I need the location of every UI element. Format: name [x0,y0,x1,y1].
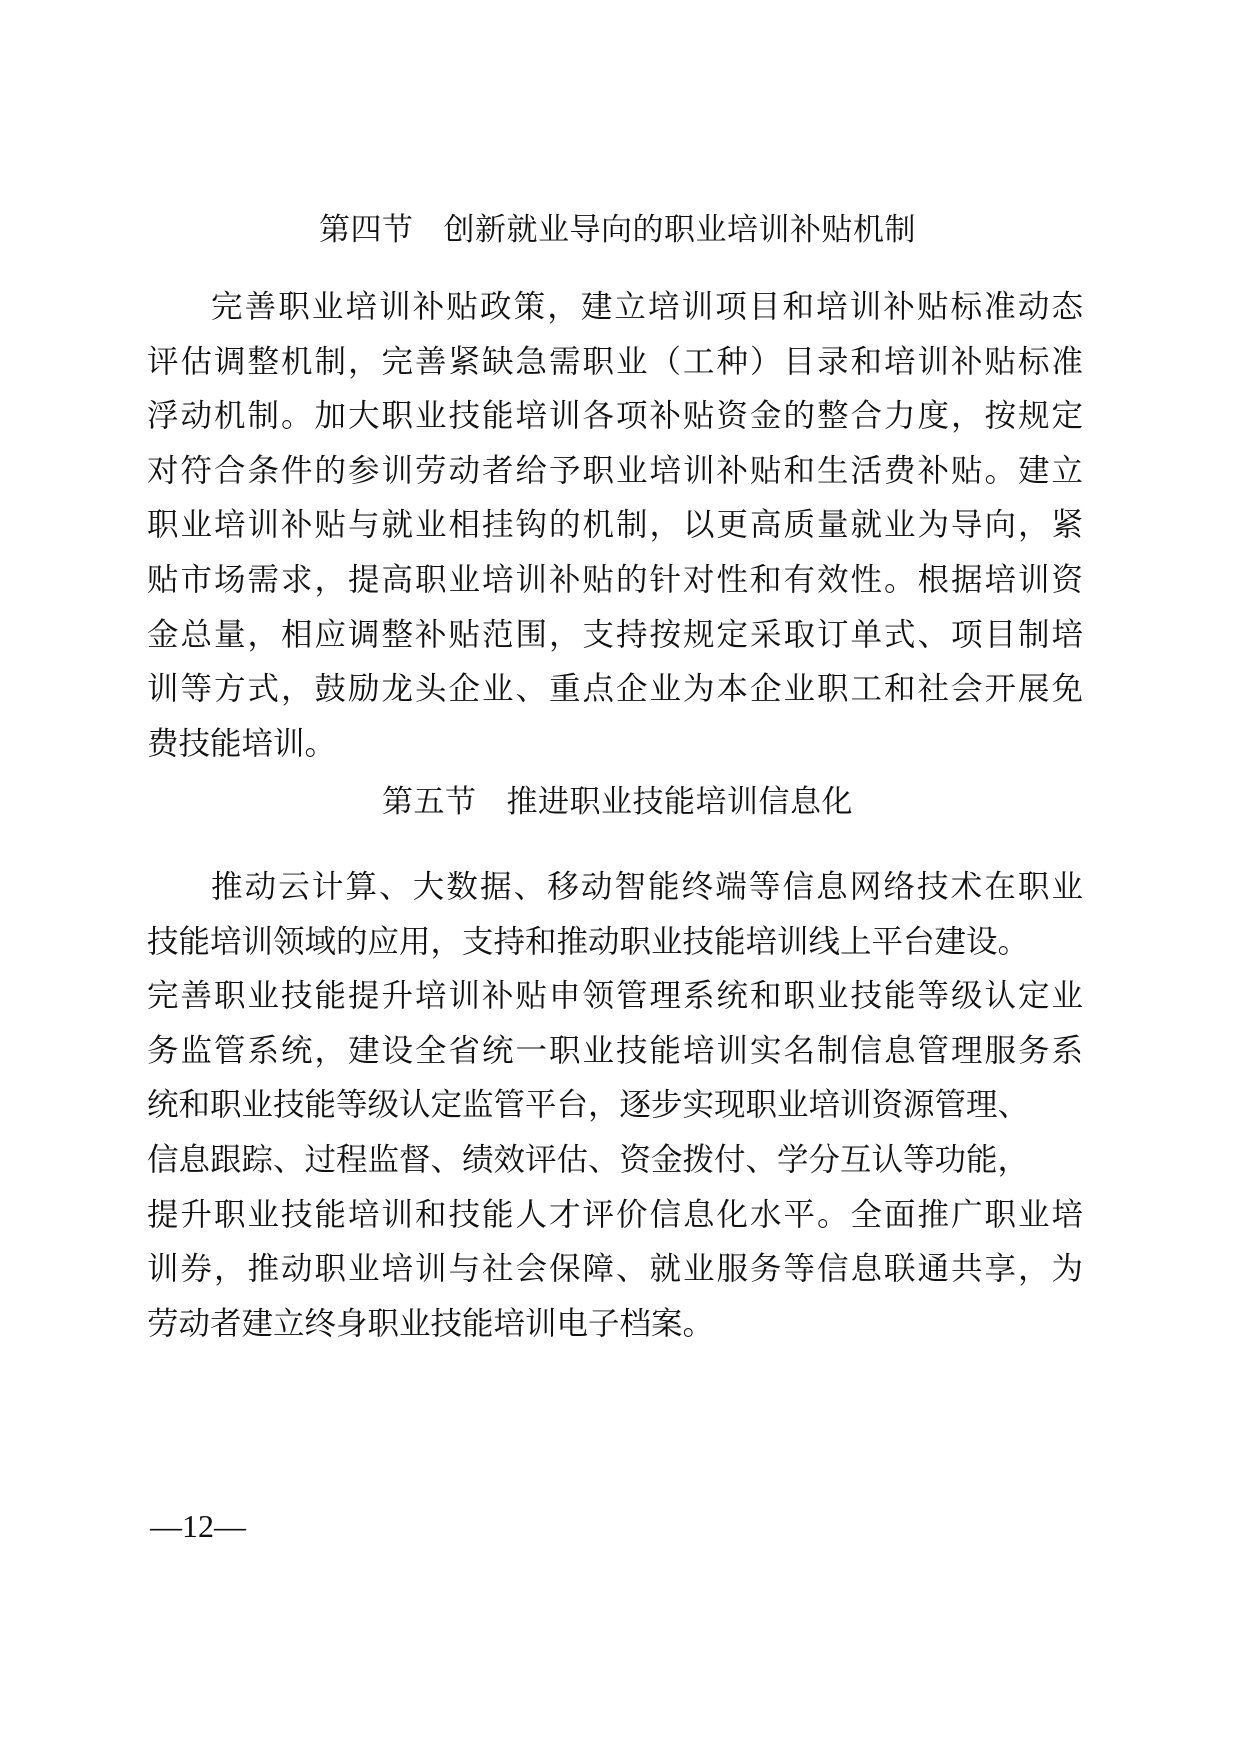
paragraph-line: 完善职业培训补贴政策，建立培训项目和培训补贴标准动态 [211,289,1083,325]
paragraph-line: 评估调整机制，完善紧缺急需职业（工种）目录和培训补贴标准 [147,343,1083,380]
section-title: 创新就业导向的职业培训补贴机制 [443,212,916,248]
section-number: 第四节 [319,212,414,248]
paragraph-line: 训等方式，鼓励龙头企业、重点企业为本企业职工和社会开展免 [147,671,1083,708]
paragraph-line: 对符合条件的参训劳动者给予职业培训补贴和生活费补贴。建立 [147,452,1083,489]
section-title: 推进职业技能培训信息化 [506,784,853,820]
paragraph-line: 技能培训领域的应用，支持和推动职业技能培训线上平台建设。 [147,923,1030,960]
paragraph-line: 提升职业技能培训和技能人才评价信息化水平。全面推广职业培 [147,1196,1083,1233]
section-heading-4 [0,210,1235,250]
section-5-paragraph [147,860,1083,1351]
paragraph-line: 训券，推动职业培训与社会保障、就业服务等信息联通共享，为 [147,1251,1083,1288]
paragraph-line: 劳动者建立终身职业技能培训电子档案。 [147,1305,715,1342]
paragraph-line: 统和职业技能等级认定监管平台，逐步实现职业培训资源管理、 [147,1087,1030,1124]
paragraph-line: 贴市场需求，提高职业培训补贴的针对性和有效性。根据培训资 [147,561,1083,598]
paragraph-line: 务监管系统，建设全省统一职业技能培训实名制信息管理服务系 [147,1032,1083,1069]
paragraph-line: 完善职业技能提升培训补贴申领管理系统和职业技能等级认定业 [147,978,1083,1015]
page-number: —12— [150,1508,246,1544]
section-heading-5 [0,782,1235,822]
section-number: 第五节 [382,784,477,820]
section-4-paragraph [147,280,1083,771]
paragraph-line: 浮动机制。加大职业技能培训各项补贴资金的整合力度，按规定 [147,398,1083,435]
paragraph-line: 金总量，相应调整补贴范围，支持按规定采取订单式、项目制培 [147,616,1083,653]
paragraph-line: 职业培训补贴与就业相挂钩的机制，以更高质量就业为导向，紧 [147,507,1083,544]
paragraph-line: 信息跟踪、过程监督、绩效评估、资金拨付、学分互认等功能， [147,1141,1030,1178]
paragraph-line: 费技能培训。 [147,725,337,762]
paragraph-line: 推动云计算、大数据、移动智能终端等信息网络技术在职业 [211,869,1083,905]
